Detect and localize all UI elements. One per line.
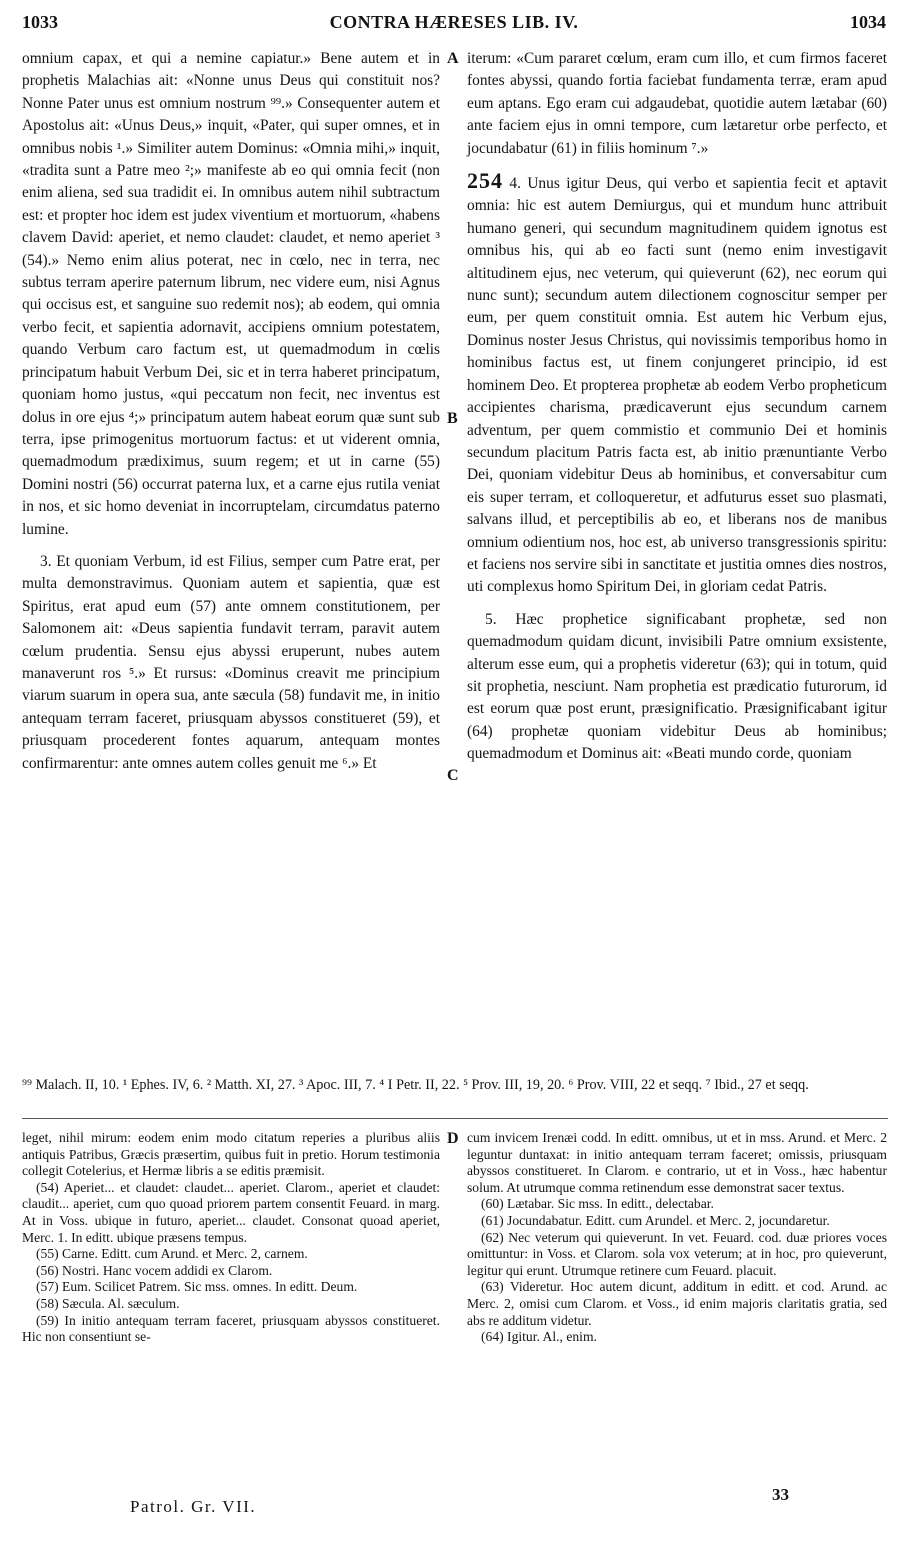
note-61: (61) Jocundabatur. Editt. cum Arundel. et Merc. 2, jocundaretur. — [481, 1212, 830, 1228]
right-paragraph-1: iterum: «Cum pararet cœlum, eram cum illo, et cum firmos faceret fontes abyssi, quando fortia faciebat fundamenta terræ, eram apud eum aptans. Ego eram cui adgaudebat, quotidie autem lætabar (60) ante faciem ejus in omni tempore, cum lætaretur orbe perfecto, et jocundabatur (61) in filiis hominum ⁷.» — [467, 50, 887, 157]
note-55: (55) Carne. Editt. cum Arund. et Merc. 2, carnem. — [36, 1246, 308, 1262]
margin-letter-a: A — [447, 50, 459, 67]
right-paragraph-3: 5. Hæc prophetice significabant prophetæ, sed non quemadmodum quidam dicunt, invisibili Patre omnium exsistente, alterum esse eum, qui a prophetis videretur (63); qui in totum, quid sit prophetia, nesciunt. Nam prophetia est prædicatio futurorum, id est eorum quæ post erunt, præsignificatio. Præsignificabant igitur (64) prophetæ quoniam videbitur Deus ab hominibus; quemadmodum et Dominus ait: «Beati mundo corde, quoniam — [467, 610, 887, 763]
right-page-number: 1034 — [850, 12, 886, 32]
note-62: (62) Nec veterum qui quieverunt. In vet. Feuard. cod. duæ priores voces omittuntur: in Voss. et Clarom. sola vox veterum; at in hoc, pro quieverunt, legitur qui erunt. Utrumque retinere cum Feuard. placuit. — [467, 1229, 887, 1278]
right-paragraph-2-text: 4. Unus igitur Deus, qui verbo et sapientia fecit et aptavit omnia: hic est autem Demiurgus, qui et mundum hunc attribuit humano generi, qui secundum magnitudinem quidem ignotus est omnibus his, qui ab eo facti sunt (nemo enim investigavit altitudinem ejus, nec veterum, qui quieverunt (62), nec eorum qui nunc sunt); secundum autem dilectionem cognoscitur semper per eum, per quem constituit omnia. Est autem hic Verbum ejus, Dominus noster Jesus Christus, qui novissimis temporibus homo in hominibus factus est, ut finem conjungeret principio, id est hominem Deo. Et propterea prophetæ ab eodem Verbo propheticum accipientes charisma, prædicaverunt ejus secundum carnem adventum, per quem commistio et communio Dei et hominis secundum placitum Patris facta est, ab initio prænuntiante Verbo Dei, quoniam videbitur Deus ab hominibus, et conversabitur cum eis super terram, et colloqueretur, et adfuturus esset suo plasmati, salvans illud, et perceptibilis ab eo, et liberans nos de manibus omnium odientium nos, hoc est, ab universo transgressionis spiritu: et faciens nos servire sibi in sanctitate et justitia omnes dies nostros, uti complexus homo Spiritum Dei, in gloriam cedat Patris. — [467, 175, 887, 596]
note-57: (57) Eum. Scilicet Patrem. Sic mss. omnes. In editt. Deum. — [36, 1279, 358, 1295]
note-60: (60) Lætabar. Sic mss. In editt., delectabar. — [481, 1196, 714, 1212]
footnote-divider — [22, 1118, 888, 1119]
note-continuation: leget, nihil mirum: eodem enim modo citatum reperies a pluribus aliis antiquis Patribus, Græcis præsertim, quibus fuit in pretio. Horum testimonia collegit Cotelerius, et Hermæ libris a se editis præmisit. — [22, 1130, 440, 1179]
note-63: (63) Videretur. Hoc autem dicunt, additum in editt. et cod. Arund. ac Merc. 2, omisi cum Clarom. et Voss., id enim majoris claritatis gratia, sed abs re additum videtur. — [467, 1279, 887, 1328]
note-59: (59) In initio antequam terram faceret, priusquam abyssos constitueret. Hic non consentiunt se- — [22, 1312, 440, 1345]
note-54: (54) Aperiet... et claudet: claudet... aperiet. Clarom., aperiet et claudet: claudit... aperiet, cum quo quoad priorem partem consentit Feuard. in marg. At in Voss. ubique in futuro, aperiet... claudet. Consonat quoad aperiet, Merc. 1. In editt. ubique præsens tempus. — [22, 1179, 440, 1245]
running-title: CONTRA HÆRESES LIB. IV. — [329, 12, 579, 32]
note-58: (58) Sæcula. Al. sæculum. — [36, 1295, 180, 1311]
note-59-continuation: cum invicem Irenæi codd. In editt. omnibus, ut et in mss. Arund. et Merc. 2 leguntur duntaxat: in initio antequam terram faceret; omissis, priusquam abyssos constitueret. In Clarom. e contrario, ut et in Voss., hæc habentur solum. At utrumque comma retinendum esse demonstrat sacer textus. — [467, 1130, 887, 1195]
note-56: (56) Nostri. Hanc vocem addidi ex Clarom. — [36, 1262, 273, 1278]
left-paragraph-2: 3. Et quoniam Verbum, id est Filius, semper cum Patre erat, per multa demonstravimus. Quoniam autem et sapientia, quæ est Spiritus, erat apud eum (57) ante omnem constitutionem, per Salomonem ait: «Deus sapientia fundavit terram, paravit autem cœlum prudentia. Sensu ejus abyssi eruperunt, nubes autem manaverunt ros ⁵.» Et rursus: «Dominus creavit me principium viarum suarum in opera sua, ante sæcula (58) fundavit me, in initio antequam terram faceret, priusquam abyssos constitueret (59), et priusquam procederent fontes aquarum, antequam montes confirmarentur: ante omnes autem colles genuit me ⁶.» Et — [22, 552, 440, 772]
right-notes-column — [467, 1130, 887, 1346]
series-signature: Patrol. Gr. VII. — [130, 1497, 257, 1516]
margin-letter-b: B — [447, 410, 458, 427]
left-page-number: 1033 — [22, 12, 58, 32]
scripture-references: ⁹⁹ Malach. II, 10. ¹ Ephes. IV, 6. ² Matth. XI, 27. ³ Apoc. III, 7. ⁴ I Petr. II, 22. ⁵ Prov. III, 19, 20. ⁶ Prov. VIII, 22 et seqq. ⁷ Ibid., 27 et seqq. — [22, 1077, 809, 1093]
right-text-column — [467, 48, 887, 766]
section-number: 254 — [467, 168, 503, 194]
note-64: (64) Igitur. Al., enim. — [481, 1329, 597, 1345]
signature-number: 33 — [772, 1485, 789, 1504]
margin-letter-c: C — [447, 767, 459, 784]
left-text-column — [22, 48, 440, 775]
left-notes-column — [22, 1130, 440, 1346]
left-paragraph-1: omnium capax, et qui a nemine capiatur.» Bene autem et in prophetis Malachias ait: «Nonne unus Deus qui constituit nos? Nonne Pater unus est omnium nostrum ⁹⁹.» Consequenter autem et Apostolus ait: «Unus Deus,» inquit, «Pater, qui super omnes, et in omnibus nobis ¹.» Similiter autem Dominus: «Omnia mihi,» inquit, «tradita sunt a Patre meo ²;» manifeste ab eo qui omnia fecit (non enim aliena, sed sua tradidit ei. In omnibus autem nihil subtractum est: et propter hoc idem est judex viventium et mortuorum, «habens clavem David: aperiet, et nemo claudet: claudet, et nemo aperiet ³ (54).» Nemo enim alius poterat, nec in cœlo, nec in terra, nec subtus terram aperire paternum librum, nec videre eum, nisi Agnus qui occisus est, et sanguine suo redemit nos); ab eodem, qui omnia verbo fecit, et sapientia adornavit, accipiens omnium potestatem, quando Verbum caro factum est, ut quemadmodum in cœlis principatum habuit Verbum Dei, sic et in terra haberet principatum, quoniam homo justus, «qui peccatum non fecit, nec inventus est dolus in ore ejus ⁴;» principatum autem habeat eorum quæ sunt sub terra, ipse primogenitus mortuorum factus: et ut viderent omnia, quemadmodum prædiximus, suum regem; et ut in carne (55) Domini nostri (56) occurrat paterna lux, et a carne ejus rutila veniat in nos, et sic homo deveniat in incorruptelam, circumdatus paterno lumine. — [22, 50, 440, 538]
page-header — [22, 4, 886, 38]
margin-letter-d: D — [447, 1130, 459, 1147]
right-paragraph-2 — [467, 170, 887, 599]
